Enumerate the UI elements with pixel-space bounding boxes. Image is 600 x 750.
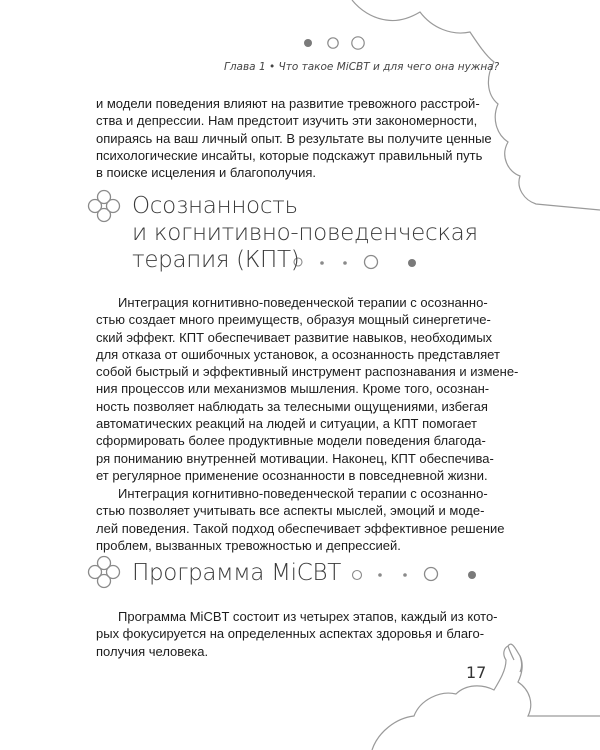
dot-ring-icon — [328, 38, 338, 48]
intro-paragraph — [96, 95, 492, 181]
dot-small-icon — [403, 573, 407, 577]
text-line: Интеграция когнитивно-поведенческой терапии с осознанно- — [118, 486, 488, 501]
text-line: для отказа от ошибочных установок, а осознанность представляет — [96, 346, 500, 362]
text-line: Программа MiCBT состоит из четырех этапов, каждый из кото- — [118, 609, 498, 624]
header-separator: • — [268, 61, 276, 73]
text-line: ский эффект. КПТ обеспечивает развитие навыков, необходимых — [96, 329, 493, 345]
section2-paragraph — [96, 608, 498, 660]
page-number: 17 — [466, 663, 487, 682]
text-line: ность позволяет наблюдать за телесными ощущениями, избегая — [96, 398, 488, 414]
sprout-icon — [508, 646, 522, 672]
text-line: проблем, вызванных тревожностью и депрессией. — [96, 537, 401, 553]
dot-ring-icon — [352, 37, 364, 49]
text-line: Интеграция когнитивно-поведенческой терапии с осознанно- — [118, 295, 488, 310]
text-line: в поиске исцеления и благополучия. — [96, 165, 316, 181]
text-line: ства и депрессии. Нам предстоит изучить эти закономерности, — [96, 113, 478, 129]
text-line: стью создает много преимуществ, образуя мощный синергетиче- — [96, 312, 491, 328]
section1-paragraph-1 — [96, 294, 519, 484]
text-line: ния процессов или механизмов мышления. Кроме того, осознан- — [96, 381, 490, 397]
flower-icon — [89, 191, 120, 222]
text-line: собой быстрый и эффективный инструмент распознавания и измене- — [96, 364, 519, 380]
cloud-outline-bottom-icon — [372, 644, 600, 750]
dot-small-icon — [378, 573, 382, 577]
dot-filled-icon — [468, 571, 476, 579]
dot-ring-icon — [425, 568, 438, 581]
text-line: стью позволяет учитывать все аспекты мыслей, эмоций и моде- — [96, 503, 485, 519]
chapter-label: Глава 1 — [224, 61, 266, 73]
text-line: получия человека. — [96, 643, 209, 659]
heading-line: Осознанность — [132, 193, 298, 219]
chapter-title: Что такое MiCBT и для чего она нужна? — [278, 61, 500, 73]
text-line: психологические инсайты, которые подскажут правильный путь — [96, 147, 483, 163]
text-line: и модели поведения влияют на развитие тревожного расстрой- — [96, 96, 480, 111]
text-line: сформировать более продуктивные модели поведения благода- — [96, 433, 486, 449]
flower-icon — [89, 557, 120, 588]
text-line: рых фокусируется на определенных аспектах здоровья и благо- — [96, 626, 485, 642]
section-heading-1 — [132, 193, 478, 274]
text-line: ет регулярное применение осознанности в повседневной жизни. — [96, 467, 488, 483]
running-header — [224, 61, 540, 73]
dot-ring-icon — [353, 571, 362, 580]
dot-filled-icon — [304, 39, 312, 47]
section-heading-2 — [132, 560, 341, 587]
text-line: опираясь на ваш личный опыт. В результате вы получите ценные — [96, 130, 492, 146]
heading-line: Программа MiCBT — [132, 560, 341, 586]
text-line: автоматических реакций на людей и ситуации, а КПТ помогает — [96, 416, 477, 432]
text-line: лей поведения. Такой подход обеспечивает эффективное решение — [96, 520, 505, 536]
text-line: ря пониманию внутренней мотивации. Наконец, КПТ обеспечива- — [96, 450, 494, 466]
heading-line: и когнитивно-поведенческая — [132, 220, 478, 246]
section1-paragraph-2 — [96, 485, 505, 554]
heading-line: терапия (КПТ) — [132, 247, 300, 273]
